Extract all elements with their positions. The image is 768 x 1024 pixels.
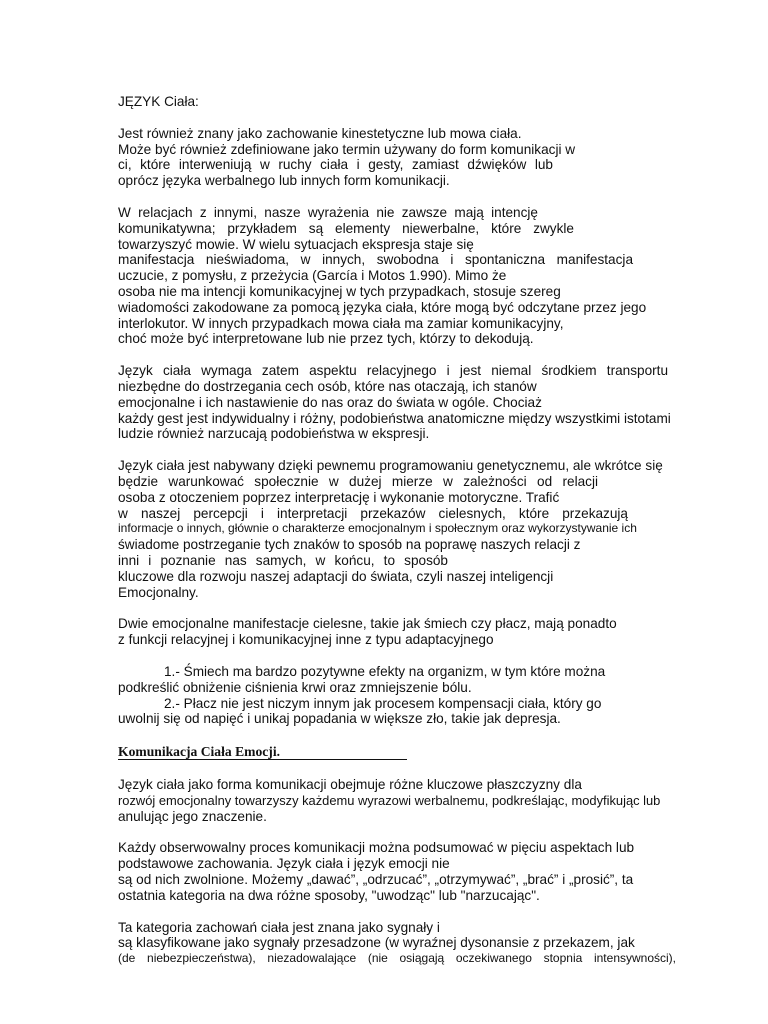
text-line: kluczowe dla rozwoju naszej adaptacji do świata, czyli naszej inteligencji xyxy=(118,568,554,584)
text-line: Język ciała wymaga zatem aspektu relacyjnego i jest niemal środkiem transportu xyxy=(118,363,668,379)
paragraph-7 xyxy=(118,840,700,903)
text-line: Język ciała jako forma komunikacji obejmuje różne kluczowe płaszczyzny dla xyxy=(118,777,582,793)
text-line: W relacjach z innymi, nasze wyrażenia nie zawsze mają intencję xyxy=(118,204,538,220)
text-line: Może być również zdefiniowane jako termin używany do form komunikacji w xyxy=(118,141,576,157)
text-line: rozwój emocjonalny towarzyszy każdemu wyrazowi werbalnemu, podkreślając, modyfikując lub xyxy=(118,792,661,808)
section-heading: Komunikacja Ciała Emocji. xyxy=(118,744,407,760)
text-line: osoba nie ma intencji komunikacyjnej w tych przypadkach, stosuje szereg xyxy=(118,283,561,299)
text-line: Ta kategoria zachowań ciała jest znana jako sygnały i xyxy=(118,919,440,935)
text-line: ci, które interweniują w ruchy ciała i gesty, zamiast dźwięków lub xyxy=(118,157,553,173)
text-line: w naszej percepcji i interpretacji przekazów cielesnych, które przekazują xyxy=(118,505,628,521)
paragraph-3 xyxy=(118,363,700,442)
text-line: niezbędne do dostrzegania cech osób, które nas otaczają, ich stanów xyxy=(118,378,537,394)
text-line: Język ciała jest nabywany dzięki pewnemu programowaniu genetycznemu, ale wkrótce się xyxy=(118,458,663,474)
text-line: świadome postrzeganie tych znaków to sposób na poprawę naszych relacji z xyxy=(118,537,581,553)
text-line: Dwie emocjonalne manifestacje cielesne, takie jak śmiech czy płacz, mają ponadto xyxy=(118,616,617,632)
text-line: uczucie, z pomysłu, z przeżycia (García i Motos 1.990). Mimo że xyxy=(118,268,507,284)
text-line: ostatnia kategoria na dwa różne sposoby, "uwodząc" lub "narzucając". xyxy=(118,887,540,903)
paragraph-6 xyxy=(118,777,700,824)
text-line: towarzyszyć mowie. W wielu sytuacjach ekspresja staje się xyxy=(118,236,474,252)
text-line: komunikatywna; przykładem są elementy niewerbalne, które zwykle xyxy=(118,220,574,236)
list-item: 1.- Śmiech ma bardzo pozytywne efekty na organizm, w tym które można xyxy=(164,663,606,679)
list-item-continuation: podkreślić obniżenie ciśnienia krwi oraz zmniejszenie bólu. xyxy=(118,679,472,695)
text-line: podstawowe zachowania. Język ciała i język emocji nie xyxy=(118,856,450,872)
paragraph-1 xyxy=(118,126,700,189)
text-line: wiadomości zakodowane za pomocą języka ciała, które mogą być odczytane przez jego xyxy=(118,299,647,315)
text-line: manifestacja nieświadoma, w innych, swobodna i spontaniczna manifestacja xyxy=(118,252,633,268)
text-line: emocjonalne i ich nastawienie do nas oraz do świata w ogóle. Chociaż xyxy=(118,394,542,410)
text-line: każdy gest jest indywidualny i różny, podobieństwa anatomiczne między wszystkimi istotami xyxy=(118,410,671,426)
list-item-continuation: uwolnij się od napięć i unikaj popadania w większe zło, takie jak depresja. xyxy=(118,711,561,727)
paragraph-2 xyxy=(118,205,700,347)
text-line: Emocjonalny. xyxy=(118,584,199,600)
document-title: JĘZYK Ciała: xyxy=(118,94,199,109)
text-line: Każdy obserwowalny proces komunikacji można podsumować w pięciu aspektach lub xyxy=(118,840,635,856)
text-line: z funkcji relacyjnej i komunikacyjnej inne z typu adaptacyjnego xyxy=(118,632,494,648)
document-page xyxy=(118,94,700,967)
numbered-list xyxy=(118,664,700,727)
text-line: inni i poznanie nas samych, w końcu, to sposób xyxy=(118,552,448,568)
text-line: są od nich zwolnione. Możemy „dawać”, „odrzucać”, „otrzymywać”, „brać” i „prosić”, ta xyxy=(118,872,634,888)
list-item: 2.- Płacz nie jest niczym innym jak procesem kompensacji ciała, który go xyxy=(164,695,602,711)
text-line: anulując jego znaczenie. xyxy=(118,808,267,824)
paragraph-4 xyxy=(118,458,700,600)
text-line: (de niebezpieczeństwa), niezadowalające (nie osiągają oczekiwanego stopnia intensywności), xyxy=(118,951,676,966)
text-line: interlokutor. W innych przypadkach mowa ciała ma zamiar komunikacyjny, xyxy=(118,315,564,331)
text-line: Jest również znany jako zachowanie kinestetyczne lub mowa ciała. xyxy=(118,125,522,141)
text-line: będzie warunkować społecznie w dużej mierze w zależności od relacji xyxy=(118,473,598,489)
paragraph-5 xyxy=(118,616,700,648)
text-line: informacje o innych, głównie o charakterze emocjonalnym i społecznym oraz wykorzystywanie ich xyxy=(118,521,637,536)
text-line: choć może być interpretowane lub nie przez tych, którzy to dekodują. xyxy=(118,331,534,347)
text-line: ludzie również narzucają podobieństwa w ekspresji. xyxy=(118,426,430,442)
text-line: są klasyfikowane jako sygnały przesadzone (w wyraźnej dysonansie z przekazem, jak xyxy=(118,935,635,951)
paragraph-8 xyxy=(118,920,700,967)
text-line: oprócz języka werbalnego lub innych form komunikacji. xyxy=(118,173,450,189)
text-line: osoba z otoczeniem poprzez interpretację i wykonanie motoryczne. Trafić xyxy=(118,489,560,505)
